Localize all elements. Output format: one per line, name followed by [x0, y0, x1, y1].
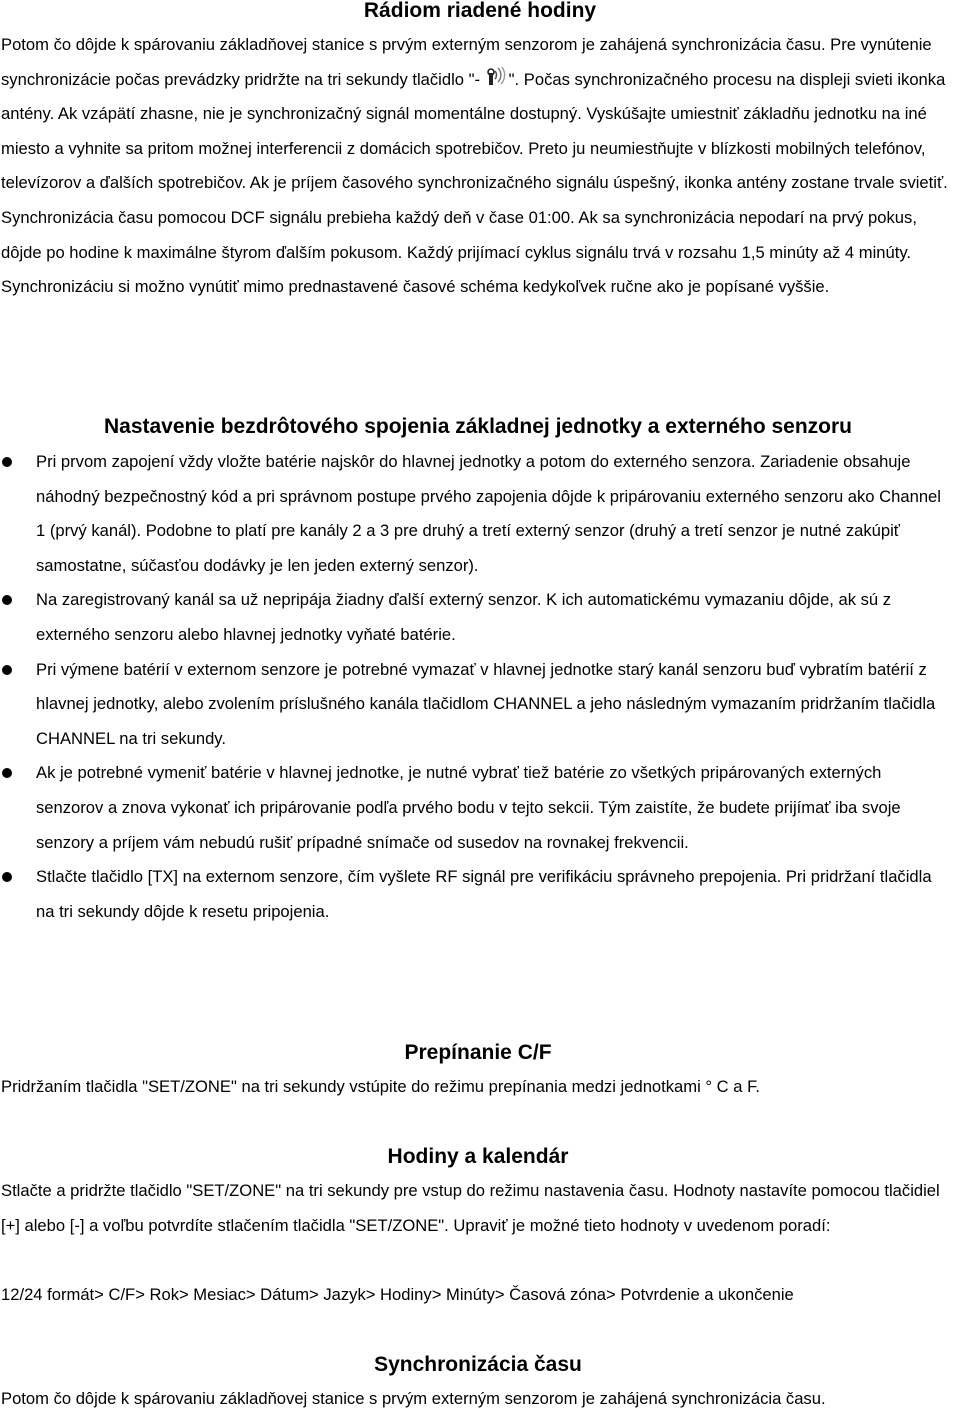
list-item — [0, 756, 956, 860]
wireless-bullet-list — [0, 445, 956, 929]
cf-paragraph: Pridržaním tlačidla "SET/ZONE" na tri sekundy vstúpite do režimu prepínania medzi jednotkami ° C a F. — [1, 1077, 760, 1096]
list-item — [0, 860, 956, 929]
list-item-text: Pri prvom zapojení vždy vložte batérie najskôr do hlavnej jednotky a potom do externého senzora. Zariadenie obsahuje náhodný bezpečnostný kód a pri správnom postupe prvého zapojenia dôjde k pripárovaniu externého senzoru ako Channel 1 (prvý kanál). Podobne to platí pre kanály 2 a 3 pre druhý a tretí externý senzor (druhý a tretí senzor je nutné zakúpiť samostatne, súčasťou dodávky je len jeden externý senzor). — [36, 452, 941, 575]
radio-text-after-icon: ". Počas synchronizačného procesu na displeji svieti ikonka antény. Ak vzápätí zhasne, nie je synchronizačný signál momentálne dostupný. Vyskúšajte umiestniť základňu jednotku na iné miesto a vyhnite sa pritom možnej interferencii z domácich spotrebičov. Preto ju neumiestňujte v blízkosti mobilných telefónov, televízorov a ďalších spotrebičov. Ak je príjem časového synchronizačného signálu úspešný, ikonka antény zostane trvale svietiť. Synchronizácia času pomocou DCF signálu prebieha každý deň v čase 01:00. Ak sa synchronizácia nepodarí na prvý pokus, dôjde po hodine k maximálne štyrom ďalším pokusom. Každý prijímací cyklus signálu trvá v rozsahu 1,5 minúty až 4 minúty. Synchronizáciu si možno vynútiť mimo prednastavené časové schéma kedykoľvek ručne ako je popísané vyššie. — [1, 69, 948, 297]
section-title-cf: Prepínanie C/F — [404, 1041, 552, 1064]
sync-paragraph: Potom čo dôjde k spárovaniu základňovej stanice s prvým externým senzorom je zahájená synchronizácia času. — [1, 1389, 826, 1408]
list-item-text: Pri výmene batérií v externom senzore je potrebné vymazať v hlavnej jednotke starý kanál senzoru buď vybratím batérií z hlavnej jednotky, alebo zvolením príslušného kanála tlačidlom CHANNEL a jeho následným vymazaním pridržaním tlačidla CHANNEL na tri sekundy. — [36, 659, 936, 748]
radio-paragraph — [0, 28, 960, 305]
antenna-signal-icon — [486, 67, 508, 87]
list-item — [0, 583, 956, 652]
clock-sequence: 12/24 formát> C/F> Rok> Mesiac> Dátum> Jazyk> Hodiny> Minúty> Časová zóna> Potvrdenie a ukončenie — [1, 1285, 794, 1304]
section-title-radio: Rádiom riadené hodiny — [363, 0, 597, 22]
list-item — [0, 653, 956, 757]
bullet-icon — [2, 457, 12, 467]
bullet-icon — [2, 768, 12, 778]
list-item-text: Stlačte tlačidlo [TX] na externom senzore, čím vyšlete RF signál pre verifikáciu správneho prepojenia. Pri pridržaní tlačidla na tri sekundy dôjde k resetu pripojenia. — [36, 867, 932, 921]
list-item — [0, 445, 956, 583]
bullet-icon — [2, 665, 12, 675]
list-item-text: Ak je potrebné vymeniť batérie v hlavnej jednotke, je nutné vybrať tiež batérie zo všetkých pripárovaných externých senzorov a znova vykonať ich pripárovanie podľa prvého bodu v tejto sekcii. Tým zaistíte, že budete prijímať iba svoje senzory a príjem vám nebudú rušiť prípadné snímače od susedov na rovnakej frekvencii. — [36, 763, 901, 852]
bullet-icon — [2, 872, 12, 882]
clock-paragraph: Stlačte a pridržte tlačidlo "SET/ZONE" na tri sekundy pre vstup do režimu nastavenia času. Hodnoty nastavíte pomocou tlačidiel [+] alebo [-] a voľbu potvrdíte stlačením tlačidla "SET/ZONE". Upraviť je možné tieto hodnoty v uvedenom poradí: — [1, 1181, 940, 1235]
section-title-wireless: Nastavenie bezdrôtového spojenia základnej jednotky a externého senzoru — [103, 415, 853, 438]
bullet-icon — [2, 595, 12, 605]
section-title-clock: Hodiny a kalendár — [387, 1145, 569, 1168]
radio-text-before-icon: Potom čo dôjde k spárovaniu základňovej stanice s prvým externým senzorom je zahájená synchronizácia času. Pre vynútenie synchronizácie počas prevádzky pridržte na tri sekundy tlačidlo "- — [1, 35, 932, 89]
list-item-text: Na zaregistrovaný kanál sa už nepripája žiadny ďalší externý senzor. K ich automatickému vymazaniu dôjde, ak sú z externého senzoru alebo hlavnej jednotky vyňaté batérie. — [36, 590, 892, 644]
section-title-sync: Synchronizácia času — [374, 1353, 582, 1376]
